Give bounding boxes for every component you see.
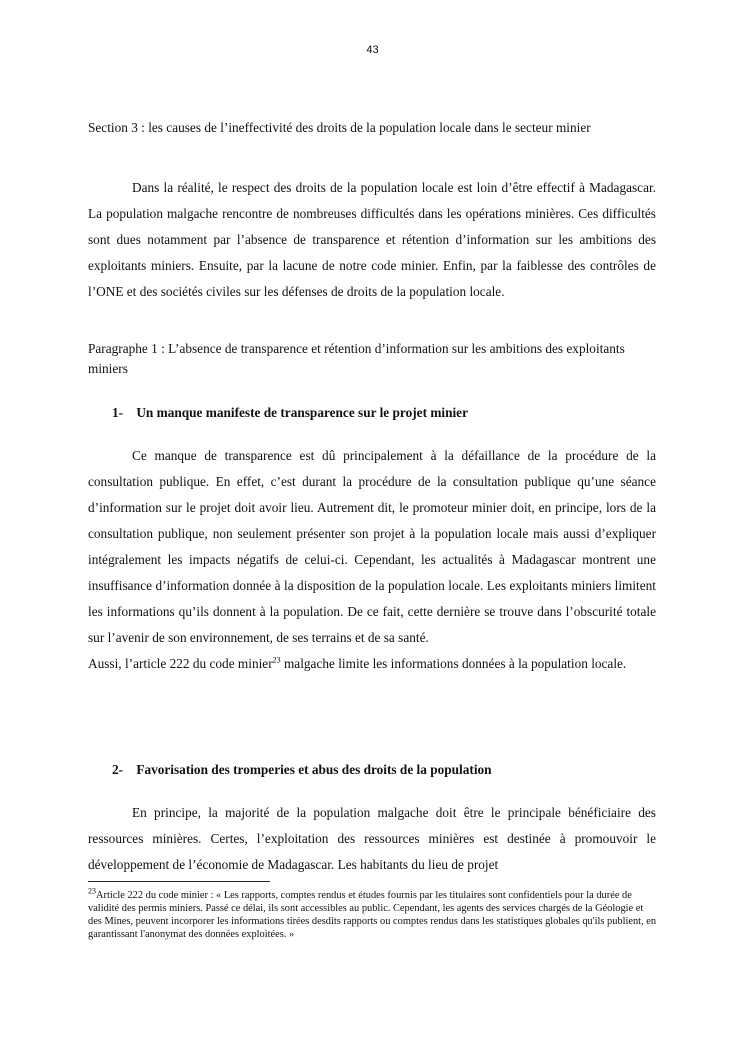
footnote-number: 23 xyxy=(88,886,96,896)
footnote-reference[interactable]: 23 xyxy=(272,655,281,665)
section-title: Section 3 : les causes de l’ineffectivité des droits de la population locale dans le secteur minier xyxy=(88,120,591,135)
footnote xyxy=(88,886,658,941)
footnote-text: Article 222 du code minier : « Les rapports, comptes rendus et études fournis par les titulaires sont confidentiels pour la durée de validité des permis miniers. Passé ce délai, ils sont accessibles au public. Cependant, les agents des services chargés de la Géologie et des Mines, peuvent incorporer les informations tirées desdits rapports ou comptes rendus dans les statistiques globales qu'ils publient, en garantissant l'anonymat des données exploitées. » xyxy=(88,890,657,940)
article-text-end: malgache limite les informations données à la population locale. xyxy=(280,656,627,671)
paragraph-1-title: Paragraphe 1 : L’absence de transparence et rétention d’information sur les ambitions des exploitants miniers xyxy=(88,341,625,376)
subsection-2-title: Favorisation des tromperies et abus des droits de la population xyxy=(136,762,492,777)
subsection-2-body: En principe, la majorité de la population malgache doit être le principale bénéficiaire des ressources minières. Certes, l’exploitation des ressources minières est destinée à promouvoir le développement de l’économie de Madagascar. Les habitants du lieu de projet xyxy=(88,805,656,872)
subsection-1-number: 1- xyxy=(112,405,124,420)
subsection-2-number: 2- xyxy=(112,762,124,777)
subsection-1-heading xyxy=(88,403,656,423)
subsection-1-title: Un manque manifeste de transparence sur le projet minier xyxy=(136,405,468,420)
article-222-paragraph xyxy=(88,651,656,677)
page-number: 43 xyxy=(366,44,379,56)
subsection-2-heading xyxy=(88,760,656,780)
subsection-1-body: Ce manque de transparence est dû principalement à la défaillance de la procédure de la consultation publique. En effet, c’est durant la procédure de la consultation publique qu’une séance d’information sur le projet doit avoir lieu. Autrement dit, le promoteur minier doit, en principe, lors de la consultation publique, non seulement présenter son projet à la population locale mais aussi d’expliquer intégralement les impacts négatifs de celui-ci. Cependant, les actualités à Madagascar montrent une insuffisance d’information donnée à la disposition de la population locale. Les exploitants miniers limitent les informations qu’ils donnent à la population. De ce fait, cette dernière se trouve dans l’obscurité totale sur l’avenir de son environnement, de ses terrains et de sa santé. xyxy=(88,448,656,645)
section-intro-paragraph: Dans la réalité, le respect des droits de la population locale est loin d’être effectif à Madagascar. La population malgache rencontre de nombreuses difficultés dans les opérations minières. Ces difficultés sont dues notamment par l’absence de transparence et rétention d’information sur les ambitions des exploitants miniers. Ensuite, par la lacune de notre code minier. Enfin, par la faiblesse des contrôles de l’ONE et des sociétés civiles sur les défenses de droits de la population locale. xyxy=(88,180,656,299)
footnote-divider xyxy=(88,881,270,882)
article-text-start: Aussi, l’article 222 du code minier xyxy=(88,656,273,671)
